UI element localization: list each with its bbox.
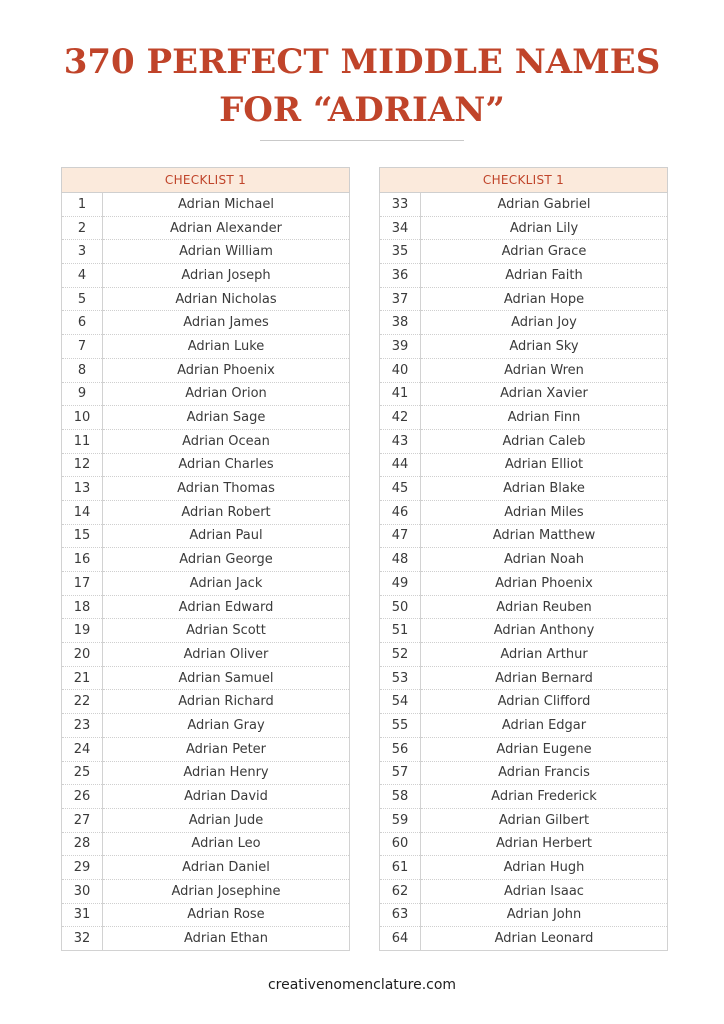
- table-row: [380, 595, 668, 619]
- row-number: 40: [380, 358, 421, 382]
- row-number: 25: [62, 761, 103, 785]
- row-number: 34: [380, 216, 421, 240]
- table-row: [380, 832, 668, 856]
- row-number: 33: [380, 193, 421, 217]
- row-name: Adrian James: [103, 311, 350, 335]
- table-row: [62, 382, 350, 406]
- row-name: Adrian Joseph: [103, 264, 350, 288]
- table-row: [380, 785, 668, 809]
- table-row: [380, 453, 668, 477]
- row-number: 17: [62, 572, 103, 596]
- row-name: Adrian Henry: [103, 761, 350, 785]
- title-line-1: 370 PERFECT MIDDLE NAMES: [63, 42, 661, 82]
- row-number: 43: [380, 429, 421, 453]
- row-name: Adrian David: [103, 785, 350, 809]
- row-number: 39: [380, 335, 421, 359]
- row-number: 55: [380, 714, 421, 738]
- row-number: 28: [62, 832, 103, 856]
- row-number: 44: [380, 453, 421, 477]
- row-number: 18: [62, 595, 103, 619]
- table-row: [62, 524, 350, 548]
- table-row: [62, 785, 350, 809]
- row-name: Adrian Arthur: [421, 643, 668, 667]
- row-number: 4: [62, 264, 103, 288]
- row-number: 42: [380, 406, 421, 430]
- row-name: Adrian Noah: [421, 548, 668, 572]
- table-row: [380, 287, 668, 311]
- checklist-header: CHECKLIST 1: [380, 168, 668, 193]
- row-number: 63: [380, 903, 421, 927]
- row-name: Adrian Oliver: [103, 643, 350, 667]
- table-row: [380, 193, 668, 217]
- row-name: Adrian Frederick: [421, 785, 668, 809]
- row-name: Adrian Samuel: [103, 666, 350, 690]
- table-row: [62, 879, 350, 903]
- row-number: 37: [380, 287, 421, 311]
- row-name: Adrian Leo: [103, 832, 350, 856]
- row-number: 7: [62, 335, 103, 359]
- table-row: [62, 477, 350, 501]
- table-row: [380, 714, 668, 738]
- row-number: 45: [380, 477, 421, 501]
- table-row: [62, 808, 350, 832]
- row-name: Adrian Gabriel: [421, 193, 668, 217]
- row-number: 48: [380, 548, 421, 572]
- table-row: [380, 335, 668, 359]
- table-row: [62, 406, 350, 430]
- row-number: 10: [62, 406, 103, 430]
- row-name: Adrian Caleb: [421, 429, 668, 453]
- table-row: [62, 335, 350, 359]
- row-name: Adrian Leonard: [421, 927, 668, 951]
- row-number: 57: [380, 761, 421, 785]
- row-name: Adrian Daniel: [103, 856, 350, 880]
- table-row: [380, 761, 668, 785]
- table-row: [380, 737, 668, 761]
- row-number: 8: [62, 358, 103, 382]
- checklist-table-left: [61, 167, 350, 951]
- row-number: 51: [380, 619, 421, 643]
- table-row: [380, 311, 668, 335]
- row-number: 32: [62, 927, 103, 951]
- row-number: 49: [380, 572, 421, 596]
- table-row: [380, 500, 668, 524]
- table-row: [380, 240, 668, 264]
- table-row: [62, 856, 350, 880]
- row-name: Adrian Rose: [103, 903, 350, 927]
- footer-website: creativenomenclature.com: [267, 977, 457, 993]
- table-row: [62, 761, 350, 785]
- table-row: [62, 619, 350, 643]
- row-number: 62: [380, 879, 421, 903]
- table-row: [62, 311, 350, 335]
- table-row: [62, 903, 350, 927]
- row-name: Adrian Lily: [421, 216, 668, 240]
- row-number: 58: [380, 785, 421, 809]
- table-row: [62, 643, 350, 667]
- table-row: [380, 690, 668, 714]
- row-number: 38: [380, 311, 421, 335]
- table-row: [62, 927, 350, 951]
- row-name: Adrian Finn: [421, 406, 668, 430]
- row-name: Adrian Miles: [421, 500, 668, 524]
- row-number: 36: [380, 264, 421, 288]
- table-row: [380, 548, 668, 572]
- row-name: Adrian Gilbert: [421, 808, 668, 832]
- page-title: [0, 38, 724, 134]
- row-name: Adrian Sky: [421, 335, 668, 359]
- row-number: 64: [380, 927, 421, 951]
- table-row: [62, 216, 350, 240]
- row-name: Adrian Bernard: [421, 666, 668, 690]
- row-name: Adrian Matthew: [421, 524, 668, 548]
- row-name: Adrian George: [103, 548, 350, 572]
- row-name: Adrian Nicholas: [103, 287, 350, 311]
- row-name: Adrian Hope: [421, 287, 668, 311]
- row-name: Adrian Alexander: [103, 216, 350, 240]
- row-number: 24: [62, 737, 103, 761]
- row-name: Adrian Joy: [421, 311, 668, 335]
- table-row: [62, 500, 350, 524]
- table-row: [62, 595, 350, 619]
- table-row: [380, 216, 668, 240]
- table-row: [380, 666, 668, 690]
- row-number: 2: [62, 216, 103, 240]
- table-row: [62, 548, 350, 572]
- row-name: Adrian Michael: [103, 193, 350, 217]
- row-name: Adrian Edgar: [421, 714, 668, 738]
- row-name: Adrian Hugh: [421, 856, 668, 880]
- table-row: [62, 429, 350, 453]
- checklist-table-right: [379, 167, 668, 951]
- table-row: [380, 856, 668, 880]
- table-row: [380, 382, 668, 406]
- row-name: Adrian Paul: [103, 524, 350, 548]
- row-name: Adrian Phoenix: [103, 358, 350, 382]
- row-name: Adrian Orion: [103, 382, 350, 406]
- row-name: Adrian Reuben: [421, 595, 668, 619]
- row-name: Adrian Phoenix: [421, 572, 668, 596]
- row-number: 56: [380, 737, 421, 761]
- row-number: 54: [380, 690, 421, 714]
- row-number: 12: [62, 453, 103, 477]
- table-row: [62, 358, 350, 382]
- row-number: 29: [62, 856, 103, 880]
- row-name: Adrian Xavier: [421, 382, 668, 406]
- row-name: Adrian Richard: [103, 690, 350, 714]
- row-name: Adrian Isaac: [421, 879, 668, 903]
- table-row: [380, 643, 668, 667]
- table-row: [62, 737, 350, 761]
- row-number: 6: [62, 311, 103, 335]
- row-number: 47: [380, 524, 421, 548]
- checklist-body: [62, 193, 350, 951]
- row-name: Adrian Eugene: [421, 737, 668, 761]
- row-name: Adrian Francis: [421, 761, 668, 785]
- row-name: Adrian Wren: [421, 358, 668, 382]
- row-number: 22: [62, 690, 103, 714]
- row-number: 61: [380, 856, 421, 880]
- row-number: 16: [62, 548, 103, 572]
- row-name: Adrian Sage: [103, 406, 350, 430]
- row-number: 19: [62, 619, 103, 643]
- row-number: 1: [62, 193, 103, 217]
- table-row: [62, 193, 350, 217]
- table-row: [380, 429, 668, 453]
- row-number: 11: [62, 429, 103, 453]
- title-line-2: FOR “ADRIAN”: [219, 90, 505, 130]
- row-number: 9: [62, 382, 103, 406]
- row-number: 14: [62, 500, 103, 524]
- row-name: Adrian Thomas: [103, 477, 350, 501]
- row-number: 53: [380, 666, 421, 690]
- row-number: 52: [380, 643, 421, 667]
- table-row: [380, 927, 668, 951]
- row-name: Adrian Peter: [103, 737, 350, 761]
- table-row: [62, 287, 350, 311]
- table-row: [380, 264, 668, 288]
- row-name: Adrian Elliot: [421, 453, 668, 477]
- table-row: [62, 666, 350, 690]
- checklist-body: [380, 193, 668, 951]
- row-name: Adrian Scott: [103, 619, 350, 643]
- row-number: 23: [62, 714, 103, 738]
- row-name: Adrian Herbert: [421, 832, 668, 856]
- row-number: 27: [62, 808, 103, 832]
- row-name: Adrian Luke: [103, 335, 350, 359]
- table-row: [380, 572, 668, 596]
- table-row: [62, 832, 350, 856]
- row-number: 15: [62, 524, 103, 548]
- row-name: Adrian John: [421, 903, 668, 927]
- table-row: [62, 264, 350, 288]
- row-name: Adrian Anthony: [421, 619, 668, 643]
- row-number: 59: [380, 808, 421, 832]
- table-row: [380, 477, 668, 501]
- row-number: 21: [62, 666, 103, 690]
- table-row: [62, 240, 350, 264]
- table-row: [62, 690, 350, 714]
- row-name: Adrian Ethan: [103, 927, 350, 951]
- row-number: 20: [62, 643, 103, 667]
- table-row: [380, 808, 668, 832]
- row-number: 26: [62, 785, 103, 809]
- row-name: Adrian Gray: [103, 714, 350, 738]
- table-row: [62, 453, 350, 477]
- row-number: 3: [62, 240, 103, 264]
- table-row: [62, 714, 350, 738]
- row-name: Adrian Grace: [421, 240, 668, 264]
- row-number: 30: [62, 879, 103, 903]
- row-number: 13: [62, 477, 103, 501]
- row-number: 60: [380, 832, 421, 856]
- row-number: 31: [62, 903, 103, 927]
- row-name: Adrian Robert: [103, 500, 350, 524]
- title-divider: [260, 140, 464, 141]
- row-name: Adrian Jack: [103, 572, 350, 596]
- row-name: Adrian Josephine: [103, 879, 350, 903]
- row-name: Adrian Jude: [103, 808, 350, 832]
- row-name: Adrian Blake: [421, 477, 668, 501]
- table-row: [380, 358, 668, 382]
- row-name: Adrian Faith: [421, 264, 668, 288]
- table-row: [380, 879, 668, 903]
- checklist-header: CHECKLIST 1: [62, 168, 350, 193]
- row-name: Adrian Edward: [103, 595, 350, 619]
- row-name: Adrian William: [103, 240, 350, 264]
- row-number: 46: [380, 500, 421, 524]
- row-number: 41: [380, 382, 421, 406]
- table-row: [380, 524, 668, 548]
- table-row: [380, 903, 668, 927]
- table-row: [380, 406, 668, 430]
- row-number: 35: [380, 240, 421, 264]
- row-number: 5: [62, 287, 103, 311]
- table-row: [380, 619, 668, 643]
- row-name: Adrian Ocean: [103, 429, 350, 453]
- row-number: 50: [380, 595, 421, 619]
- row-name: Adrian Charles: [103, 453, 350, 477]
- table-row: [62, 572, 350, 596]
- row-name: Adrian Clifford: [421, 690, 668, 714]
